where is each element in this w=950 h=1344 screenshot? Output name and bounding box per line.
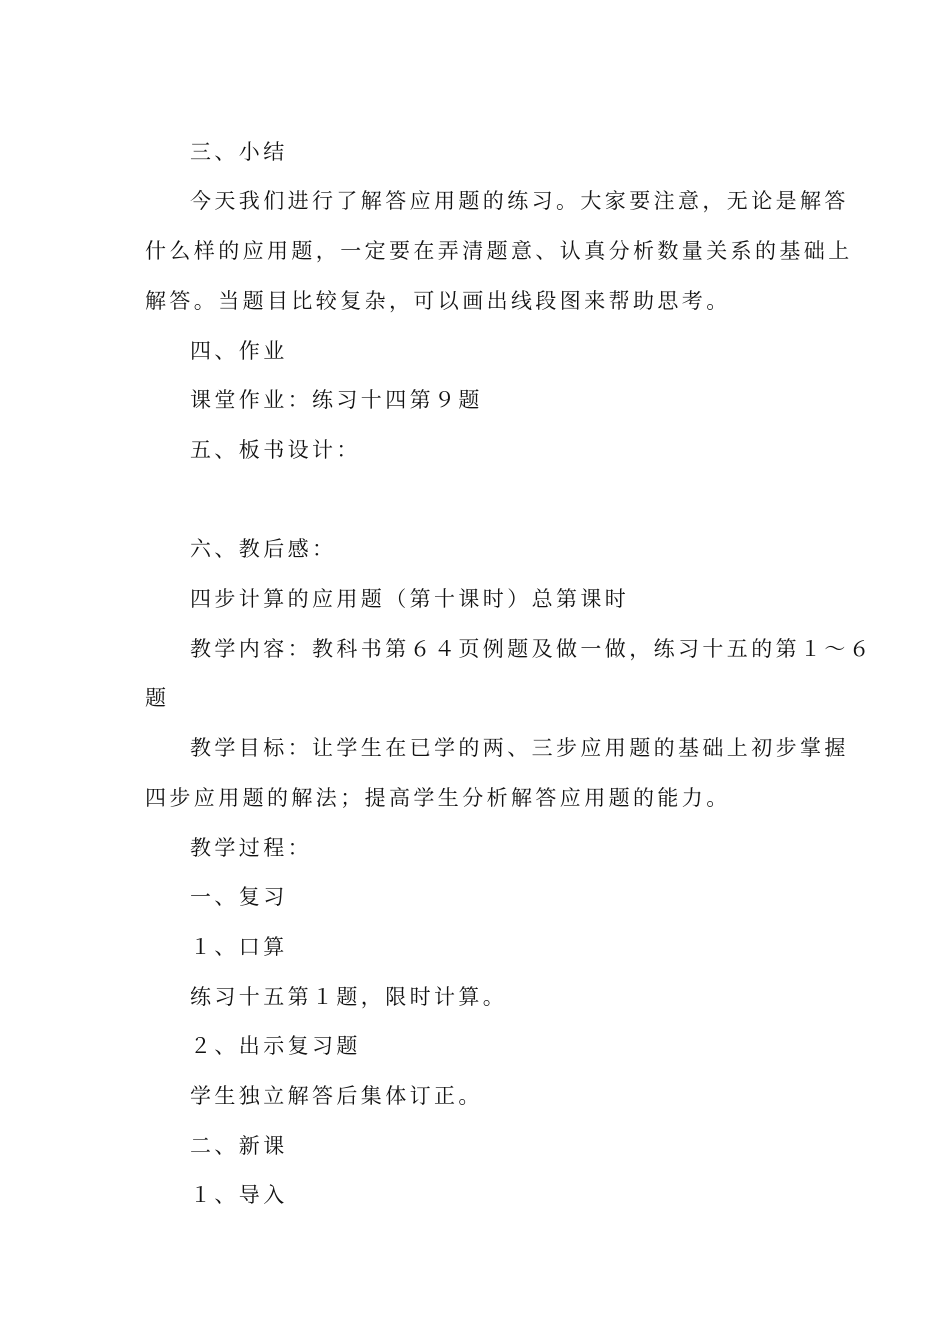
heading-review: 一、复习	[190, 885, 288, 909]
paragraph-line: 学生独立解答后集体订正。	[190, 1084, 483, 1108]
heading-board-design: 五、板书设计：	[190, 438, 361, 462]
lesson-title: 四步计算的应用题（第十课时）总第课时	[190, 587, 630, 611]
paragraph-line: 课堂作业：练习十四第９题	[190, 388, 483, 412]
list-item: ２、出示复习题	[190, 1034, 361, 1058]
list-item: １、口算	[190, 935, 288, 959]
paragraph-line: 教学目标：让学生在已学的两、三步应用题的基础上初步掌握	[190, 736, 849, 760]
heading-new-lesson: 二、新课	[190, 1134, 288, 1158]
paragraph-line: 今天我们进行了解答应用题的练习。大家要注意，无论是解答	[190, 189, 849, 213]
heading-summary: 三、小结	[190, 140, 288, 164]
paragraph-line: 教学过程：	[190, 836, 312, 860]
paragraph-line: 题	[145, 686, 170, 710]
paragraph-line: 四步应用题的解法；提高学生分析解答应用题的能力。	[145, 786, 731, 810]
paragraph-line: 教学内容：教科书第６４页例题及做一做，练习十五的第１～６	[190, 637, 874, 661]
list-item: １、导入	[190, 1183, 288, 1207]
paragraph-line: 解答。当题目比较复杂，可以画出线段图来帮助思考。	[145, 289, 731, 313]
paragraph-line: 什么样的应用题，一定要在弄清题意、认真分析数量关系的基础上	[145, 239, 853, 263]
paragraph-line: 练习十五第１题，限时计算。	[190, 985, 508, 1009]
heading-homework: 四、作业	[190, 339, 288, 363]
heading-reflection: 六、教后感：	[190, 537, 337, 561]
